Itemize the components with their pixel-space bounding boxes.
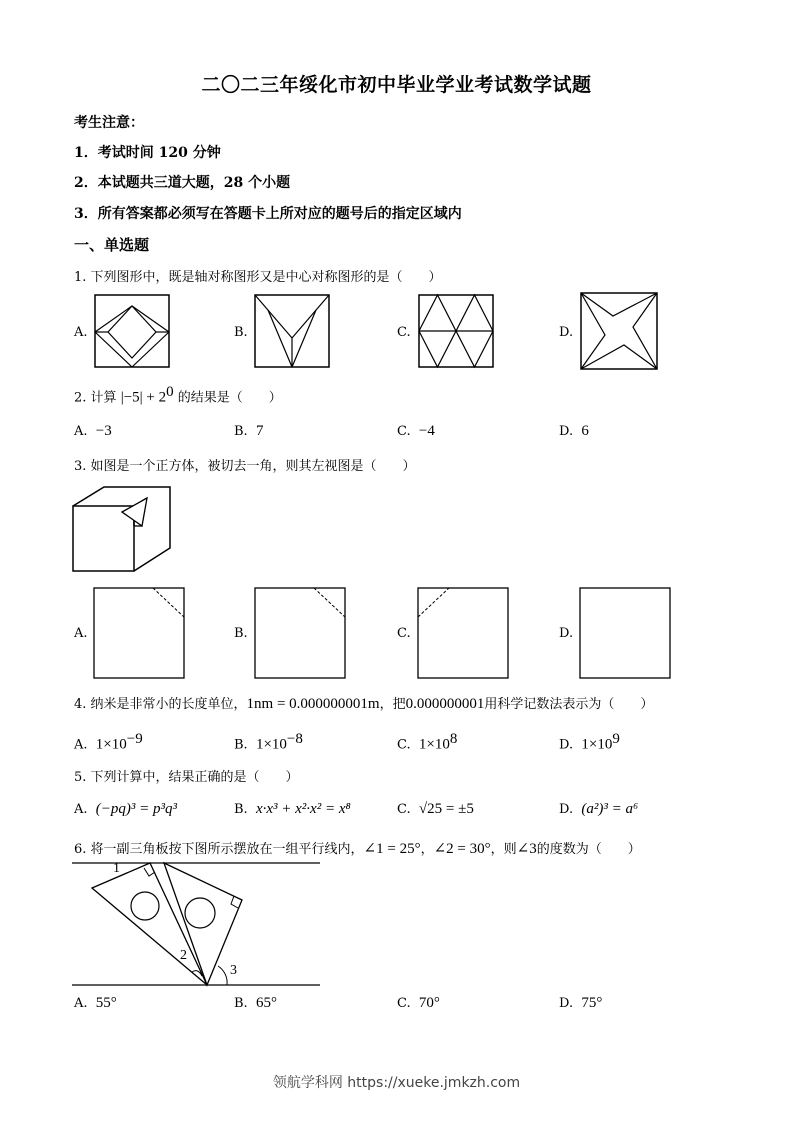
q6-answer-b: 65° — [255, 995, 277, 1011]
notice-item-2: 2．本试题共三道大题，28 个小题 — [74, 175, 291, 191]
q2-option-d: D. 6 — [559, 423, 589, 439]
q2-option-b: B. 7 — [234, 423, 264, 439]
q4-stem-c: ，把 — [379, 697, 406, 712]
q6-answer-a: 55° — [95, 995, 117, 1011]
q4-stem-e: 用科学记数法表示为（ ） — [484, 697, 654, 712]
q4-option-c: C. $1\times 10^8$ — [397, 731, 458, 753]
q1-label-a: A. — [74, 325, 88, 340]
q6-angle-label-3: 3 — [230, 963, 237, 978]
q5-answer-d: (a²)³ = a⁶ — [581, 801, 639, 817]
q6-stem-d: ∠2 = 30° — [433, 841, 491, 857]
q2-answer-c: −4 — [418, 423, 435, 439]
q6-stem-c: ， — [420, 842, 434, 857]
q4-stem-d: 0.000000001 — [405, 696, 485, 712]
q3-view-c — [417, 587, 509, 679]
q1-stem: 1. 下列图形中，既是轴对称图形又是中心对称图形的是（ ） — [74, 270, 442, 285]
q6-stem — [74, 838, 641, 858]
q2-stem-prefix: 2. 计算 — [74, 390, 117, 406]
q2-answer-a: −3 — [95, 423, 112, 439]
q4-option-b: B. $1\times 10^{-8}$ — [234, 731, 303, 753]
q6-option-b: B. 65° — [234, 995, 277, 1011]
q1-label-c: C. — [397, 325, 411, 340]
q2-stem — [74, 384, 282, 406]
q5-answer-b: x·x³ + x²·x² = x⁸ — [255, 801, 351, 817]
q4-exp-d: 9 — [612, 731, 620, 747]
q3-view-d — [579, 587, 671, 679]
section-heading: 一、单选题 — [74, 236, 150, 254]
q1-figure-a — [94, 294, 170, 368]
q1-figure-d — [580, 292, 658, 370]
q6-stem-b: ∠1 = 25° — [363, 841, 421, 857]
q3-label-a: A. — [74, 626, 88, 641]
q4-stem-b: 1nm = 0.000000001m — [246, 696, 380, 712]
q6-option-a: A. 55° — [74, 995, 117, 1011]
q5-answer-c: √25 = ±5 — [418, 801, 474, 817]
q3-view-a — [93, 587, 185, 679]
q3-label-d: D. — [559, 626, 574, 641]
q2-answer-d: 6 — [581, 423, 589, 439]
q5-option-c: C. √25 = ±5 — [397, 801, 474, 817]
q3-label-b: B. — [234, 626, 248, 641]
q4-exp-a: −9 — [126, 731, 143, 747]
q2-stem-suffix: 的结果是（ ） — [177, 390, 282, 406]
q1-label-b: B. — [234, 325, 248, 340]
q6-angle-label-1: 1 — [113, 861, 120, 876]
q6-answer-d: 75° — [581, 995, 603, 1011]
q5-option-b: B. x·x³ + x²·x² = x⁸ — [234, 801, 351, 817]
notice-heading: 考生注意： — [74, 115, 144, 131]
q1-label-d: D. — [559, 325, 574, 340]
q6-stem-g: 的度数为（ ） — [536, 842, 641, 857]
q5-option-d: D. (a²)³ = a⁶ — [559, 801, 639, 817]
q4-exp-c: 8 — [449, 731, 458, 747]
q5-answer-a: (−pq)³ = p³q³ — [95, 801, 178, 817]
q3-view-b — [254, 587, 346, 679]
q1-figure-b — [254, 294, 330, 368]
q3-label-c: C. — [397, 626, 411, 641]
q6-figure — [72, 860, 322, 988]
q2-answer-b: 7 — [255, 423, 264, 439]
q6-answer-c: 70° — [418, 995, 440, 1011]
q4-option-a: A. $1\times 10^{-9}$ — [74, 731, 143, 753]
q5-option-a: A. (−pq)³ = p³q³ — [74, 801, 178, 817]
q3-stem: 3. 如图是一个正方体，被切去一角，则其左视图是（ ） — [74, 459, 416, 474]
q6-stem-e: ，则 — [490, 842, 517, 857]
q4-option-d: D. $1\times 10^9$ — [559, 731, 620, 753]
q5-stem: 5. 下列计算中，结果正确的是（ ） — [74, 770, 299, 785]
q6-option-c: C. 70° — [397, 995, 440, 1011]
q2-stem-expr: |−5| + 2 — [120, 389, 167, 406]
q6-stem-f: ∠3 — [516, 841, 537, 857]
q2-stem-exp: 0 — [166, 384, 174, 400]
q2-option-c: C. −4 — [397, 423, 435, 439]
page-title: 二〇二三年绥化市初中毕业学业考试数学试题 — [201, 74, 592, 96]
q3-cube-figure — [72, 486, 172, 572]
q1-figure-c — [418, 294, 494, 368]
q4-stem-a: 4. 纳米是非常小的长度单位， — [74, 697, 247, 712]
q4-exp-b: −8 — [286, 731, 303, 747]
notice-item-1: 1．考试时间 120 分钟 — [74, 145, 221, 161]
footer-watermark: 领航学科网 https://xueke.jmkzh.com — [272, 1075, 521, 1091]
q4-stem — [74, 693, 653, 713]
q2-option-a: A. −3 — [74, 423, 112, 439]
notice-item-3: 3．所有答案都必须写在答题卡上所对应的题号后的指定区域内 — [74, 206, 462, 222]
q6-stem-a: 6. 将一副三角板按下图所示摆放在一组平行线内， — [74, 842, 364, 857]
q6-option-d: D. 75° — [559, 995, 603, 1011]
q6-angle-label-2: 2 — [180, 948, 187, 963]
